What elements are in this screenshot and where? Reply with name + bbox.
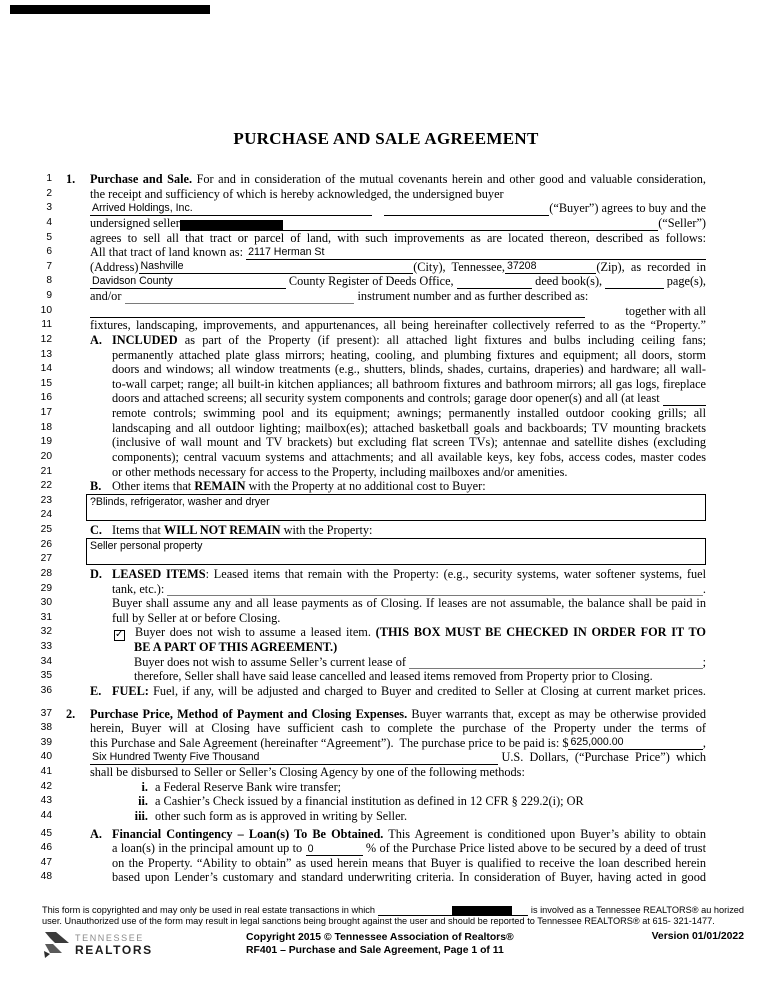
footer-blank-field <box>378 907 453 916</box>
text-run: a Federal Reserve Bank wire transfer; <box>155 779 342 794</box>
line-number: 24 <box>40 509 52 521</box>
form-line-9 <box>38 289 706 304</box>
text-run: County Register of Deeds Office, <box>285 274 457 289</box>
list-marker: A. <box>90 332 102 347</box>
line-number: 12 <box>40 333 52 345</box>
list-marker: E. <box>90 683 102 698</box>
line-number: 1 <box>46 173 52 184</box>
line-number: 21 <box>40 465 52 477</box>
text-run: Fuel, if any, will be adjusted and charged to Buyer and credited to Seller at Closing at current market prices. <box>148 683 706 698</box>
form-line-7 <box>38 260 706 275</box>
text-run: components); central vacuum systems and attachments; and all available keys, key fobs, access codes, master codes <box>112 449 706 464</box>
logo-text-realtors: REALTORS <box>75 943 153 957</box>
line-number: 22 <box>40 480 52 492</box>
line-number: 43 <box>40 795 52 807</box>
list-marker: 1. <box>66 172 76 186</box>
line-number: 38 <box>40 722 52 734</box>
line-number: 6 <box>46 246 52 258</box>
text-run: page(s), <box>663 274 706 289</box>
form-line-12 <box>38 333 706 348</box>
line-number: 33 <box>40 641 52 653</box>
line-number: 26 <box>40 538 52 550</box>
text-run: or other methods necessary for access to the Property, including mailboxes and/or amenities. <box>112 464 568 479</box>
list-marker: iii. <box>134 808 148 823</box>
footer-disclaimer-line2: user. Unauthorized use of the form may result in legal sanctions being brought against the user and should be reported to Tennessee REALTORS® at 615- 321-1477. <box>42 915 715 926</box>
text-run: with the Property: <box>280 523 373 538</box>
line-number: 3 <box>46 202 52 214</box>
text-run: shall be disbursed to Seller or Seller’s Closing Agency by one of the following methods: <box>90 765 525 780</box>
form-line-35 <box>38 669 706 684</box>
list-marker: D. <box>90 566 102 581</box>
text-run: , <box>702 735 706 750</box>
form-blank-field[interactable] <box>90 304 585 319</box>
will-not-remain-textbox[interactable]: Seller personal property <box>86 538 706 565</box>
text-run: as part of the Property (if present): all attached light fixtures and bulbs including ceiling fans; <box>177 332 706 347</box>
text-run: All that tract of land known as: <box>90 245 247 260</box>
form-line-25 <box>38 523 706 538</box>
text-run: U.S. Dollars, (“Purchase Price”) which <box>498 750 706 765</box>
line-number: 31 <box>40 611 52 623</box>
text-run: (“Buyer”) agrees to buy and the <box>549 201 706 216</box>
line-number: 18 <box>40 421 52 433</box>
text-run: Items that <box>112 523 164 538</box>
text-run: Financial Contingency – Loan(s) To Be Obtained. <box>112 826 384 841</box>
form-line-38 <box>38 721 706 736</box>
list-marker: i. <box>141 779 148 794</box>
form-fill-value[interactable]: Arrived Holdings, Inc. <box>90 201 372 216</box>
line-number: 37 <box>40 707 52 719</box>
remain-items-textbox[interactable]: ?Blinds, refrigerator, washer and dryer <box>86 494 706 521</box>
spacer <box>588 289 706 304</box>
text-run: doors and windows; all window treatments (e.g., shutters, blinds, shades, curtains, draperies) and hardware; all wall- <box>112 362 706 377</box>
line-number: 8 <box>46 275 52 287</box>
form-blank-field[interactable] <box>125 289 355 304</box>
text-run: LEASED ITEMS <box>112 566 206 581</box>
form-line-40 <box>38 750 706 765</box>
form-line-17 <box>38 406 706 421</box>
form-line-29 <box>38 582 706 597</box>
form-blank-field[interactable] <box>167 582 703 597</box>
form-line-44 <box>38 809 706 824</box>
document-body <box>38 172 706 885</box>
line-number: 14 <box>40 363 52 375</box>
line-number: 45 <box>40 827 52 839</box>
form-line-30 <box>38 596 706 611</box>
form-line-4 <box>38 216 706 231</box>
footer-brand-row <box>42 931 744 959</box>
form-line-14 <box>38 362 706 377</box>
tennessee-realtors-logo <box>42 931 210 959</box>
form-blank-field[interactable] <box>180 216 658 231</box>
text-run: agrees to sell all that tract or parcel of land, with such improvements as are located thereon, described as follows: <box>90 230 706 245</box>
line-number: 48 <box>40 871 52 883</box>
form-blank-field[interactable] <box>457 274 532 289</box>
text-run: doors and attached screens; all security system components and controls; garage door opener(s) and all (at least <box>112 391 663 406</box>
line-number: 19 <box>40 436 52 448</box>
list-marker: C. <box>90 523 102 538</box>
line-number: 41 <box>40 766 52 778</box>
logo-text-tennessee: TENNESSEE <box>75 933 144 943</box>
line-number: 36 <box>40 684 52 696</box>
text-run: For and in consideration of the mutual covenants herein and other good and valuable consideration, <box>192 172 706 186</box>
form-blank-field[interactable] <box>384 201 549 216</box>
disclaimer-text: This form is copyrighted and may only be used in real estate transactions in which <box>42 905 378 915</box>
form-line-32 <box>38 625 706 640</box>
form-line-10 <box>38 304 706 319</box>
form-line-13 <box>38 348 706 363</box>
line-number: 32 <box>40 626 52 638</box>
text-run: full by Seller at or before Closing. <box>112 610 281 625</box>
line-number: 11 <box>41 319 52 331</box>
form-line-19 <box>38 435 706 450</box>
text-run: (City), Tennessee, <box>413 259 505 274</box>
form-line-42 <box>38 780 706 795</box>
line-number: 23 <box>40 494 52 506</box>
line-number: 27 <box>40 553 52 565</box>
disclaimer-text: is involved as a Tennessee REALTORS® au horized <box>528 905 745 915</box>
form-box-row <box>38 494 706 523</box>
text-run: Buyer warrants that, except as may be otherwise provided <box>407 706 706 721</box>
line-number: 9 <box>46 290 52 301</box>
line-number: 5 <box>46 231 52 243</box>
text-run: deed book(s), <box>532 274 606 289</box>
form-fill-value[interactable]: Nashville <box>139 260 414 275</box>
form-line-16 <box>38 391 706 406</box>
text-run: fixtures, landscaping, improvements, and appurtenances, all being hereinafter collectively referred to as the “Property.” <box>90 318 706 333</box>
line-number: 30 <box>40 597 52 609</box>
line-number: 20 <box>40 450 52 462</box>
form-line-15 <box>38 377 706 392</box>
form-line-5 <box>38 231 706 246</box>
form-fill-value[interactable]: 2117 Herman St <box>246 245 706 260</box>
form-line-6 <box>38 245 706 260</box>
line-number: 42 <box>40 780 52 792</box>
text-run: therefore, Seller shall have said lease cancelled and leased items removed from Property prior to Closing. <box>134 669 653 684</box>
text-run: % of the Purchase Price listed above to be secured by a deed of trust <box>362 841 706 856</box>
footer <box>42 905 744 926</box>
text-run: BE A PART OF THIS AGREEMENT.) <box>134 640 338 655</box>
form-line-28 <box>38 567 706 582</box>
text-run: . <box>702 581 706 596</box>
form-line-41 <box>38 765 706 780</box>
text-run: WILL NOT REMAIN <box>163 523 281 538</box>
footer-disclaimer-line1 <box>42 905 744 916</box>
redaction-bar-footer <box>452 906 512 916</box>
text-run: ; <box>702 654 706 669</box>
form-blank-field[interactable] <box>663 391 706 406</box>
form-line-11 <box>38 318 706 333</box>
text-run: permanently attached plate glass mirrors; heating, cooling, and plumbing fixtures and equipment; all doors, storm <box>112 347 706 362</box>
form-line-34 <box>38 655 706 670</box>
text-run: based upon Lender’s customary and standard underwriting criteria. In consideration of Buyer, having acted in good <box>112 870 706 885</box>
line-number: 28 <box>40 567 52 579</box>
form-fill-value[interactable]: 37208 <box>505 260 596 275</box>
line-number: 25 <box>40 524 52 536</box>
line-number: 39 <box>40 736 52 748</box>
form-line-37 <box>38 707 706 722</box>
form-fill-value[interactable]: 0 <box>306 843 363 856</box>
text-run: a loan(s) in the principal amount up to <box>112 841 306 856</box>
page-title: PURCHASE AND SALE AGREEMENT <box>233 129 539 148</box>
text-run: (Address) <box>90 259 139 274</box>
form-line-47 <box>38 856 706 871</box>
line-number: 34 <box>40 655 52 667</box>
form-line-33 <box>38 640 706 655</box>
text-run: Buyer shall assume any and all lease payments as of Closing. If leases are not assumable, the balance shall be paid in <box>112 596 706 611</box>
line-number: 13 <box>40 348 52 360</box>
line-number: 16 <box>40 392 52 404</box>
form-line-22 <box>38 479 706 494</box>
form-id-line: RF401 – Purchase and Sale Agreement, Page 1 of 11 <box>246 945 504 956</box>
spacer <box>585 304 625 319</box>
form-line-31 <box>38 611 706 626</box>
text-run: Buyer does not wish to assume a leased item. <box>135 625 376 640</box>
text-run: (THIS BOX MUST BE CHECKED IN ORDER FOR IT TO <box>375 625 706 640</box>
line-number: 10 <box>40 304 52 316</box>
form-line-8 <box>38 274 706 289</box>
form-line-39 <box>38 736 706 751</box>
form-line-48 <box>38 870 706 885</box>
form-fill-value[interactable]: Six Hundred Twenty Five Thousand <box>90 750 498 765</box>
line-number: 29 <box>40 582 52 594</box>
form-line-2 <box>38 187 706 202</box>
list-marker: A. <box>90 826 102 841</box>
text-run: other such form as is approved in writing by Seller. <box>155 808 408 823</box>
form-line-36 <box>38 684 706 699</box>
form-fill-value[interactable]: Davidson County <box>90 274 286 289</box>
text-run: : Leased items that remain with the Property: (e.g., security systems, water softener systems, fuel <box>205 566 706 581</box>
form-fill-value[interactable]: 625,000.00 <box>568 736 702 751</box>
form-line-3 <box>38 201 706 216</box>
text-run: Other items that <box>112 479 195 494</box>
text-run: this Purchase and Sale Agreement (hereinafter “Agreement”). The purchase price to be paid is: $ <box>90 735 569 750</box>
text-run: Buyer does not wish to assume Seller’s current lease of <box>134 654 410 669</box>
text-run: REMAIN <box>194 479 246 494</box>
text-run: Purchase Price, Method of Payment and Closing Expenses. <box>90 706 408 721</box>
form-box-row <box>38 538 706 567</box>
text-run: landscaping and all outdoor lighting; mailbox(es); attached basketball goals and backboards; TV mounting brackets <box>112 420 706 435</box>
text-run: with the Property at no additional cost to Buyer: <box>245 479 486 494</box>
line-number: 7 <box>46 260 52 272</box>
form-line-18 <box>38 421 706 436</box>
checkbox-checked[interactable]: ✓ <box>115 629 124 641</box>
form-line-43 <box>38 794 706 809</box>
form-line-1 <box>38 172 706 187</box>
text-run: on the Property. “Ability to obtain” as used herein means that Buyer is qualified to receive the loan described herein <box>112 855 706 870</box>
redaction-bar <box>180 220 283 230</box>
line-number: 46 <box>40 842 52 854</box>
text-run: together with all <box>625 303 706 318</box>
text-run: and/or <box>90 289 125 303</box>
text-run: This Agreement is conditioned upon Buyer’s ability to obtain <box>383 826 706 841</box>
form-blank-field[interactable] <box>605 274 663 289</box>
line-number: 44 <box>40 809 52 821</box>
text-run: FUEL: <box>112 683 149 698</box>
form-blank-field[interactable] <box>409 655 703 670</box>
copyright-line: Copyright 2015 © Tennessee Association of Realtors® <box>246 932 514 943</box>
form-line-46 <box>38 841 706 856</box>
version-label: Version 01/01/2022 <box>651 931 744 942</box>
line-number: 17 <box>40 407 52 418</box>
text-run: Purchase and Sale. <box>90 172 193 186</box>
text-run: a Cashier’s Check issued by a financial institution as defined in 12 CFR § 229.2(i); OR <box>155 794 584 809</box>
text-run: the receipt and sufficiency of which is hereby acknowledged, the undersigned buyer <box>90 186 504 201</box>
spacer <box>372 201 384 216</box>
line-number: 4 <box>46 216 52 228</box>
list-marker: ii. <box>138 794 148 809</box>
redaction-bar-top <box>10 5 210 14</box>
text-run: (“Seller”) <box>658 215 706 230</box>
footer-blank-field-short <box>512 907 528 916</box>
form-line-45 <box>38 827 706 842</box>
text-run: to-wall carpet; range; all built-in kitchen appliances; all bathroom fixtures and bathroom mirrors; all gas logs, fireplace <box>112 376 706 391</box>
text-run: remote controls; swimming pool and its equipment; awnings; permanently installed outdoor cooking grills; all <box>112 406 706 420</box>
list-marker: 2. <box>66 706 76 721</box>
text-run: undersigned seller <box>90 215 180 230</box>
text-run: (Zip), as recorded in <box>596 259 706 274</box>
line-number: 47 <box>40 856 52 868</box>
line-number: 40 <box>40 751 52 763</box>
list-marker: B. <box>90 479 102 494</box>
text-run: herein, Buyer will at Closing have sufficient cash to complete the purchase of the Property under the terms of <box>90 721 706 736</box>
line-number: 35 <box>40 670 52 682</box>
text-run: (inclusive of wall mount and TV brackets) but excluding flat screen TVs); antennae and satellite dishes (excluding <box>112 435 706 450</box>
text-run: tank, etc.): <box>112 581 168 596</box>
text-run: instrument number and as further described as: <box>354 289 589 303</box>
line-number: 2 <box>46 187 52 199</box>
realtors-arrow-icon <box>42 931 70 959</box>
form-line-21 <box>38 465 706 480</box>
form-line-20 <box>38 450 706 465</box>
text-run: INCLUDED <box>112 332 178 347</box>
line-number: 15 <box>40 377 52 389</box>
